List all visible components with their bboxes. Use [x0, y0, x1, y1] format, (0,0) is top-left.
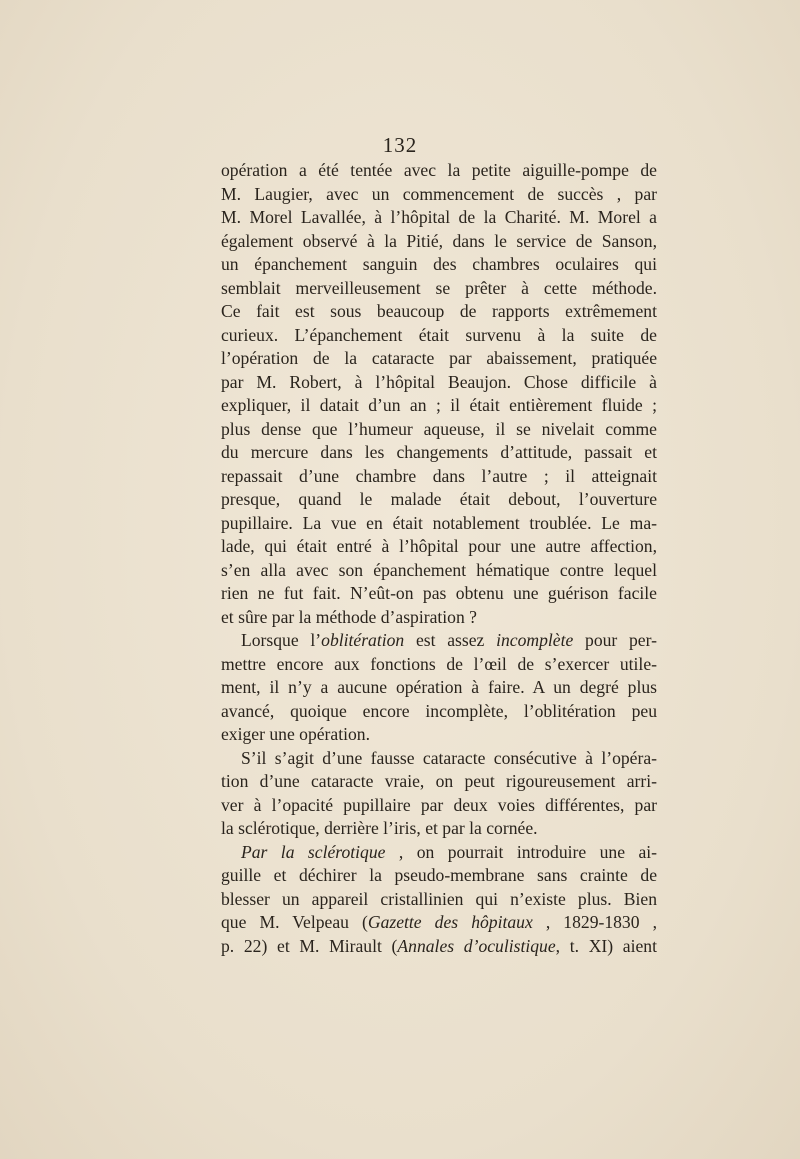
italic-run: incomplète: [496, 630, 574, 650]
text-line: [221, 488, 657, 512]
text-run: mettre encore aux fonctions de l’œil de s’exercer utile-: [221, 653, 657, 674]
text-line: [221, 935, 657, 959]
text-line: [221, 723, 657, 747]
text-run: du mercure dans les changements d’attitude, passait et: [221, 442, 657, 462]
text-run: pour per-: [573, 630, 657, 650]
italic-run: Gazette des hôpitaux: [367, 912, 533, 932]
text-run: la sclérotique, derrière l’iris, et par la cornée.: [221, 818, 538, 838]
text-run: presque, quand le malade était debout, l’ouverture: [221, 489, 657, 509]
text-line: [221, 253, 657, 277]
italic-run: Par la sclérotique: [241, 841, 386, 862]
text-run: exiger une opération.: [221, 724, 370, 744]
text-line: [221, 606, 657, 630]
text-run: tion d’une cataracte vraie, on peut rigoureusement arri-: [221, 771, 657, 791]
text-line: [221, 653, 657, 677]
text-run: opération a été tentée avec la petite aiguille-pompe de: [221, 160, 657, 180]
text-line: [221, 770, 657, 794]
text-run: est assez: [404, 630, 497, 650]
text-line: [221, 465, 657, 489]
text-run: Lorsque l’: [241, 630, 322, 650]
text-run: blesser un appareil cristallinien qui n’existe plus. Bien: [221, 888, 657, 909]
text-run: par M. Robert, à l’hôpital Beaujon. Chose difficile à: [221, 371, 657, 392]
text-line: [221, 206, 657, 230]
text-run: guille et déchirer la pseudo-membrane sans crainte de: [221, 865, 657, 885]
text-line: [221, 371, 657, 395]
text-run: curieux. L’épanchement était survenu à la suite de: [221, 324, 657, 345]
body-text: [221, 159, 657, 958]
text-run: rien ne fut fait. N’eût-on pas obtenu une guérison facile: [221, 583, 657, 603]
text-run: également observé à la Pitié, dans le service de Sanson,: [221, 230, 657, 251]
text-line: [221, 418, 657, 442]
text-run: expliquer, il datait d’un an ; il était entièrement fluide ;: [221, 395, 657, 415]
text-line: [221, 794, 657, 818]
text-run: , 1829-1830 ,: [532, 912, 657, 932]
text-run: et sûre par la méthode d’aspiration ?: [221, 606, 477, 627]
text-run: , on pourrait introduire une ai-: [385, 841, 657, 862]
text-run: lade, qui était entré à l’hôpital pour une autre affection,: [221, 536, 657, 556]
text-run: Ce fait est sous beaucoup de rapports extrêmement: [221, 301, 657, 321]
text-run: plus dense que l’humeur aqueuse, il se nivelait comme: [221, 418, 657, 439]
text-run: s’en alla avec son épanchement hématique contre lequel: [221, 559, 657, 580]
text-run: M. Morel Lavallée, à l’hôpital de la Charité. M. Morel a: [221, 207, 657, 227]
page-number: 132: [382, 133, 418, 157]
text-run: pupillaire. La vue en était notablement troublée. Le ma-: [221, 512, 657, 533]
text-run: S’il s’agit d’une fausse cataracte consécutive à l’opéra-: [241, 747, 657, 768]
text-line: [221, 277, 657, 301]
text-line: [221, 535, 657, 559]
text-line: [221, 911, 657, 935]
text-line: [221, 888, 657, 912]
text-run: un épanchement sanguin des chambres oculaires qui: [221, 254, 657, 274]
text-line: [221, 394, 657, 418]
text-run: p. 22) et M. Mirault (: [221, 935, 398, 956]
text-run: semblait merveilleusement se prêter à cette méthode.: [221, 277, 657, 298]
text-line: [221, 512, 657, 536]
text-line: [221, 629, 657, 653]
text-line: [221, 300, 657, 324]
text-run: que M. Velpeau (: [221, 912, 368, 932]
text-run: M. Laugier, avec un commencement de succès , par: [221, 183, 657, 204]
text-run: avancé, quoique encore incomplète, l’oblitération peu: [221, 700, 657, 721]
text-line: [221, 230, 657, 254]
text-run: repassait d’une chambre dans l’autre ; il atteignait: [221, 465, 657, 486]
text-line: [221, 183, 657, 207]
text-line: [221, 582, 657, 606]
text-line: [221, 159, 657, 183]
text-line: [221, 347, 657, 371]
italic-run: Annales d’oculistique: [397, 935, 556, 956]
text-line: [221, 324, 657, 348]
text-line: [221, 817, 657, 841]
text-run: ver à l’opacité pupillaire par deux voies différentes, par: [221, 794, 657, 815]
text-line: [221, 676, 657, 700]
text-line: [221, 441, 657, 465]
text-line: [221, 559, 657, 583]
text-line: [221, 864, 657, 888]
text-line: [221, 700, 657, 724]
text-run: , t. XI) aient: [555, 935, 657, 956]
text-run: l’opération de la cataracte par abaissement, pratiquée: [221, 348, 657, 368]
italic-run: oblitération: [321, 630, 405, 650]
text-line: [221, 747, 657, 771]
text-run: ment, il n’y a aucune opération à faire. A un degré plus: [221, 677, 657, 697]
text-line: [221, 841, 657, 865]
